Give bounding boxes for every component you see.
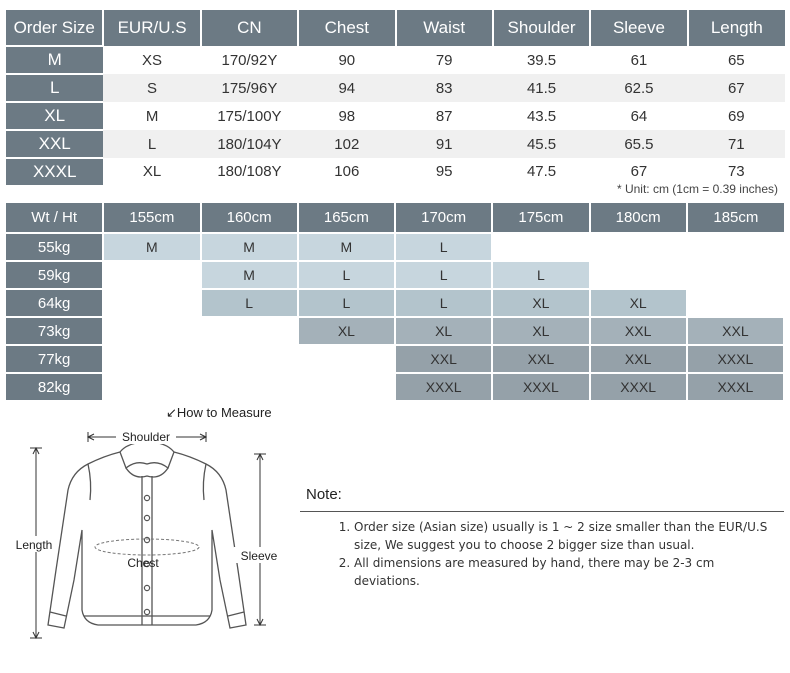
fit-empty-cell [201, 317, 298, 345]
how-to-measure-label: How to Measure [176, 405, 272, 420]
size-chart-row [6, 158, 785, 185]
fit-empty-cell [687, 289, 784, 317]
fit-size-cell: XXXL [687, 373, 784, 400]
size-header-cell: Waist [396, 10, 493, 46]
size-cell: 64 [630, 107, 648, 125]
unit-note: * Unit: cm (1cm = 0.39 inches) [616, 182, 778, 196]
arrow-icon: ↙ [166, 405, 177, 420]
size-header-cell: Shoulder [493, 10, 590, 46]
size-header-cell: EUR/U.S [103, 10, 200, 46]
size-cell: 98 [338, 107, 356, 125]
size-chart-row [6, 102, 785, 130]
size-cell-order: L [6, 74, 103, 102]
fit-weight-cell: 64kg [6, 289, 103, 317]
size-cell: 102 [298, 130, 395, 158]
fit-size-cell: M [201, 261, 298, 289]
size-cell: 73 [727, 163, 745, 180]
fit-chart-row [6, 261, 784, 289]
fit-empty-cell [103, 317, 200, 345]
fit-empty-cell [687, 261, 784, 289]
fit-empty-cell [103, 289, 200, 317]
size-cell: 62.5 [590, 74, 687, 102]
size-header-cell: CN [201, 10, 298, 46]
size-cell: 71 [688, 130, 785, 158]
fit-chart-row [6, 345, 784, 373]
fit-size-cell: XL [395, 317, 492, 345]
size-cell: XS [142, 51, 163, 69]
note-item: 1. Order size (Asian size) usually is 1 ~ 2 size smaller than the EUR/U.S size, We suggest you to choose 2 bigger size than usual. [354, 518, 774, 554]
fit-size-cell: M [201, 233, 298, 261]
note-title: Note: [306, 486, 342, 503]
fit-empty-cell [687, 233, 784, 261]
size-chart-row [6, 130, 785, 158]
size-chart-header-row [6, 10, 785, 46]
button-icon [144, 609, 149, 614]
fit-size-cell: L [201, 289, 298, 317]
note-item: 2. All dimensions are measured by hand, there may be 2-3 cm deviations. [354, 554, 774, 590]
fit-header-cell: 185cm [687, 203, 784, 233]
length-label: Length [15, 538, 53, 552]
fit-size-cell: XL [590, 289, 687, 317]
fit-size-cell: XXL [687, 317, 784, 345]
fit-chart-header-row [6, 203, 784, 233]
size-cell: 91 [396, 130, 493, 158]
size-cell: 180/104Y [201, 130, 298, 158]
note-list [336, 518, 774, 590]
button-icon [144, 585, 149, 590]
fit-empty-cell [201, 345, 298, 373]
size-cell: 94 [298, 74, 395, 102]
shoulder-label: Shoulder [121, 430, 171, 444]
fit-weight-cell: 82kg [6, 373, 103, 400]
size-cell: M [145, 107, 159, 125]
fit-header-cell: Wt / Ht [6, 203, 103, 233]
size-cell: 170/92Y [221, 51, 278, 69]
fit-empty-cell [298, 345, 395, 373]
size-cell: 175/96Y [201, 74, 298, 102]
fit-chart-row [6, 373, 784, 400]
fit-size-cell: XXXL [687, 345, 784, 373]
size-cell: 67 [688, 74, 785, 102]
fit-size-cell: XL [492, 317, 589, 345]
fit-header-cell: 180cm [590, 203, 687, 233]
sleeve-measure-arrow [254, 454, 266, 625]
fit-size-cell: XL [298, 317, 395, 345]
fit-empty-cell [590, 261, 687, 289]
size-header-cell: Sleeve [590, 10, 687, 46]
fit-size-cell: L [492, 261, 589, 289]
size-cell: 43.5 [526, 107, 557, 125]
size-header-cell: Chest [298, 10, 395, 46]
fit-weight-cell: 55kg [6, 233, 103, 261]
fit-size-cell: L [298, 289, 395, 317]
fit-empty-cell [492, 233, 589, 261]
fit-empty-cell [103, 373, 200, 400]
size-cell-order: XXXL [6, 158, 103, 185]
size-chart-row [6, 46, 785, 74]
size-cell: 45.5 [493, 130, 590, 158]
chest-label: Chest [127, 556, 159, 570]
fit-size-cell: L [298, 261, 395, 289]
size-cell: 79 [435, 51, 453, 69]
fit-empty-cell [590, 233, 687, 261]
fit-size-cell: XXXL [395, 373, 492, 400]
fit-size-cell: M [103, 233, 200, 261]
button-icon [144, 515, 149, 520]
fit-empty-cell [298, 373, 395, 400]
fit-chart-row [6, 317, 784, 345]
fit-size-cell: L [395, 233, 492, 261]
fit-chart-row [6, 233, 784, 261]
size-chart-table [6, 10, 785, 185]
size-cell: 83 [396, 74, 493, 102]
fit-size-cell: L [395, 289, 492, 317]
fit-header-cell: 155cm [103, 203, 200, 233]
fit-size-cell: XXL [590, 345, 687, 373]
size-cell: 106 [334, 163, 360, 180]
size-cell: 41.5 [493, 74, 590, 102]
fit-size-cell: XXL [492, 345, 589, 373]
button-icon [144, 537, 149, 542]
fit-header-cell: 165cm [298, 203, 395, 233]
size-cell: L [103, 130, 200, 158]
size-cell: 87 [435, 107, 453, 125]
size-cell: 95 [435, 163, 453, 180]
size-cell-order: XL [6, 102, 103, 130]
size-cell: 47.5 [526, 163, 557, 180]
size-cell: S [103, 74, 200, 102]
fit-empty-cell [103, 345, 200, 373]
fit-empty-cell [103, 261, 200, 289]
fit-chart-table [6, 203, 785, 400]
size-cell: 90 [338, 51, 356, 69]
fit-empty-cell [201, 373, 298, 400]
size-cell-order: XXL [6, 130, 103, 158]
size-cell: 61 [630, 51, 648, 69]
fit-chart-row [6, 289, 784, 317]
size-cell: 67 [630, 163, 648, 180]
button-icon [144, 495, 149, 500]
size-cell: 65 [727, 51, 745, 69]
fit-size-cell: XXL [590, 317, 687, 345]
fit-weight-cell: 73kg [6, 317, 103, 345]
size-cell: 65.5 [590, 130, 687, 158]
fit-size-cell: M [298, 233, 395, 261]
fit-size-cell: XL [492, 289, 589, 317]
note-divider [300, 511, 784, 512]
fit-size-cell: XXXL [590, 373, 687, 400]
fit-header-cell: 175cm [492, 203, 589, 233]
fit-header-cell: 160cm [201, 203, 298, 233]
fit-header-cell: 170cm [395, 203, 492, 233]
size-header-cell: Order Size [6, 10, 103, 46]
size-cell: 180/108Y [217, 163, 282, 180]
fit-size-cell: XXL [395, 345, 492, 373]
shirt-diagram [8, 420, 288, 645]
size-cell-order: M [6, 46, 103, 74]
shirt-illustration [48, 442, 246, 628]
how-to-measure-title [166, 405, 272, 421]
size-cell: 39.5 [526, 51, 557, 69]
fit-weight-cell: 59kg [6, 261, 103, 289]
size-header-cell: Length [688, 10, 785, 46]
size-cell: 175/100Y [217, 107, 282, 125]
size-chart-row [6, 74, 785, 102]
fit-size-cell: XXXL [492, 373, 589, 400]
size-cell: 69 [727, 107, 745, 125]
fit-size-cell: L [395, 261, 492, 289]
size-cell: XL [142, 163, 162, 180]
sleeve-label: Sleeve [240, 549, 278, 563]
fit-weight-cell: 77kg [6, 345, 103, 373]
